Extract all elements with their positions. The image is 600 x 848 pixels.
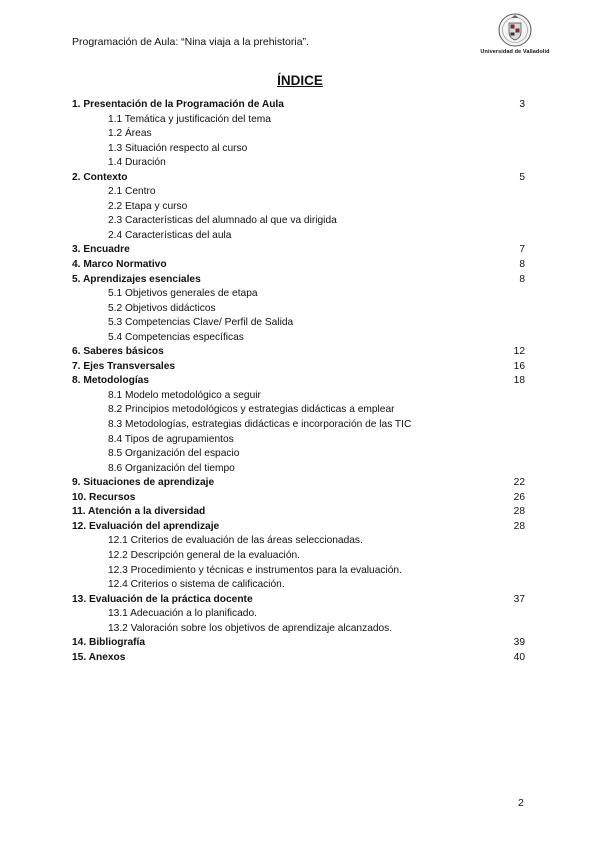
toc-subsection-entry: [72, 200, 525, 215]
toc-subsection-entry: [72, 433, 525, 448]
table-of-contents: [72, 98, 525, 665]
toc-entry-label: 5.4 Competencias específicas: [108, 331, 244, 343]
toc-entry-label: 1. Presentación de la Programación de Aula: [72, 99, 284, 110]
toc-entry-page: 5: [519, 171, 525, 183]
toc-section-entry: [72, 374, 525, 389]
toc-entry-page: 40: [513, 651, 525, 663]
toc-entry-label: 2.2 Etapa y curso: [108, 200, 188, 212]
toc-entry-label: 12.4 Criterios o sistema de calificación.: [108, 579, 285, 591]
toc-subsection-entry: [72, 331, 525, 346]
toc-section-entry: [72, 360, 525, 375]
toc-entry-page: 22: [513, 477, 525, 489]
page-title: ÍNDICE: [277, 73, 323, 88]
toc-entry-label: 8.4 Tipos de agrupamientos: [108, 433, 234, 445]
toc-section-entry: [72, 273, 525, 288]
toc-entry-label: 1.3 Situación respecto al curso: [108, 142, 248, 154]
toc-subsection-entry: [72, 578, 525, 593]
toc-entry-label: 12.1 Criterios de evaluación de las áreas seleccionadas.: [108, 535, 363, 547]
toc-entry-label: 13.1 Adecuación a lo planificado.: [108, 608, 257, 620]
toc-section-entry: [72, 171, 525, 186]
university-seal-icon: [498, 12, 532, 48]
toc-section-entry: [72, 258, 525, 273]
toc-entry-label: 1.4 Duración: [108, 157, 166, 169]
toc-subsection-entry: [72, 534, 525, 549]
toc-entry-page: 7: [519, 244, 525, 256]
toc-subsection-entry: [72, 607, 525, 622]
toc-entry-page: 18: [513, 375, 525, 387]
toc-entry-label: 12.2 Descripción general de la evaluación.: [108, 549, 300, 561]
toc-subsection-entry: [72, 142, 525, 157]
toc-subsection-entry: [72, 127, 525, 142]
toc-entry-page: 3: [519, 99, 525, 110]
toc-subsection-entry: [72, 156, 525, 171]
toc-subsection-entry: [72, 302, 525, 317]
toc-section-entry: [72, 593, 525, 608]
toc-section-entry: [72, 636, 525, 651]
toc-entry-label: 2.4 Características del aula: [108, 229, 232, 241]
page-number: 2: [518, 797, 524, 809]
toc-entry-label: 8.1 Modelo metodológico a seguir: [108, 389, 261, 401]
toc-entry-page: 8: [519, 273, 525, 285]
toc-entry-label: 8.2 Principios metodológicos y estrategias didácticas a emplear: [108, 404, 395, 416]
running-header: Programación de Aula: “Nina viaja a la prehistoria”.: [72, 36, 309, 48]
toc-subsection-entry: [72, 462, 525, 477]
toc-entry-label: 8.5 Organización del espacio: [108, 448, 240, 460]
toc-subsection-entry: [72, 622, 525, 637]
toc-entry-label: 5.3 Competencias Clave/ Perfil de Salida: [108, 317, 294, 329]
toc-section-entry: [72, 98, 525, 113]
toc-subsection-entry: [72, 403, 525, 418]
toc-entry-label: 8. Metodologías: [72, 375, 149, 387]
toc-entry-label: 2.1 Centro: [108, 186, 156, 198]
toc-subsection-entry: [72, 316, 525, 331]
toc-subsection-entry: [72, 229, 525, 244]
toc-entry-page: 12: [513, 346, 525, 358]
toc-subsection-entry: [72, 564, 525, 579]
toc-entry-page: 37: [513, 593, 525, 605]
toc-subsection-entry: [72, 389, 525, 404]
toc-entry-label: 6. Saberes básicos: [72, 346, 164, 358]
toc-subsection-entry: [72, 287, 525, 302]
toc-section-entry: [72, 520, 525, 535]
toc-section-entry: [72, 491, 525, 506]
toc-entry-page: 28: [513, 506, 525, 518]
toc-entry-page: 28: [513, 520, 525, 532]
toc-section-entry: [72, 651, 525, 666]
toc-entry-label: 8.3 Metodologías, estrategias didácticas e incorporación de las TIC: [108, 419, 412, 431]
toc-subsection-entry: [72, 185, 525, 200]
toc-entry-label: 5.2 Objetivos didácticos: [108, 302, 216, 314]
toc-entry-label: 2.3 Características del alumnado al que va dirigida: [108, 215, 337, 227]
toc-entry-label: 12.3 Procedimiento y técnicas e instrumentos para la evaluación.: [108, 564, 402, 576]
toc-entry-page: 39: [513, 637, 525, 649]
toc-entry-label: 13.2 Valoración sobre los objetivos de aprendizaje alcanzados.: [108, 622, 393, 634]
toc-section-entry: [72, 476, 525, 491]
toc-section-entry: [72, 243, 525, 258]
toc-entry-label: 13. Evaluación de la práctica docente: [72, 593, 253, 605]
university-logo: [474, 12, 556, 55]
toc-entry-label: 4. Marco Normativo: [72, 259, 167, 271]
toc-entry-label: 1.1 Temática y justificación del tema: [108, 113, 271, 125]
toc-subsection-entry: [72, 214, 525, 229]
toc-entry-label: 14. Bibliografía: [72, 637, 146, 649]
toc-entry-label: 15. Anexos: [72, 651, 126, 663]
toc-entry-label: 11. Atención a la diversidad: [72, 506, 206, 518]
toc-section-entry: [72, 345, 525, 360]
toc-section-entry: [72, 505, 525, 520]
toc-subsection-entry: [72, 549, 525, 564]
toc-entry-label: 1.2 Áreas: [108, 128, 152, 140]
toc-entry-page: 26: [513, 491, 525, 503]
toc-entry-label: 12. Evaluación del aprendizaje: [72, 520, 220, 532]
university-name: Universidad de Valladolid: [480, 49, 550, 55]
toc-subsection-entry: [72, 447, 525, 462]
toc-entry-label: 8.6 Organización del tiempo: [108, 462, 235, 474]
toc-entry-page: 16: [513, 360, 525, 372]
toc-entry-label: 2. Contexto: [72, 171, 128, 183]
toc-subsection-entry: [72, 113, 525, 128]
toc-entry-label: 5.1 Objetivos generales de etapa: [108, 288, 258, 300]
toc-subsection-entry: [72, 418, 525, 433]
toc-entry-label: 9. Situaciones de aprendizaje: [72, 477, 215, 489]
toc-entry-label: 10. Recursos: [72, 491, 136, 503]
toc-entry-label: 5. Aprendizajes esenciales: [72, 273, 201, 285]
toc-entry-label: 3. Encuadre: [72, 244, 130, 256]
toc-entry-label: 7. Ejes Transversales: [72, 360, 176, 372]
toc-entry-page: 8: [519, 259, 525, 271]
